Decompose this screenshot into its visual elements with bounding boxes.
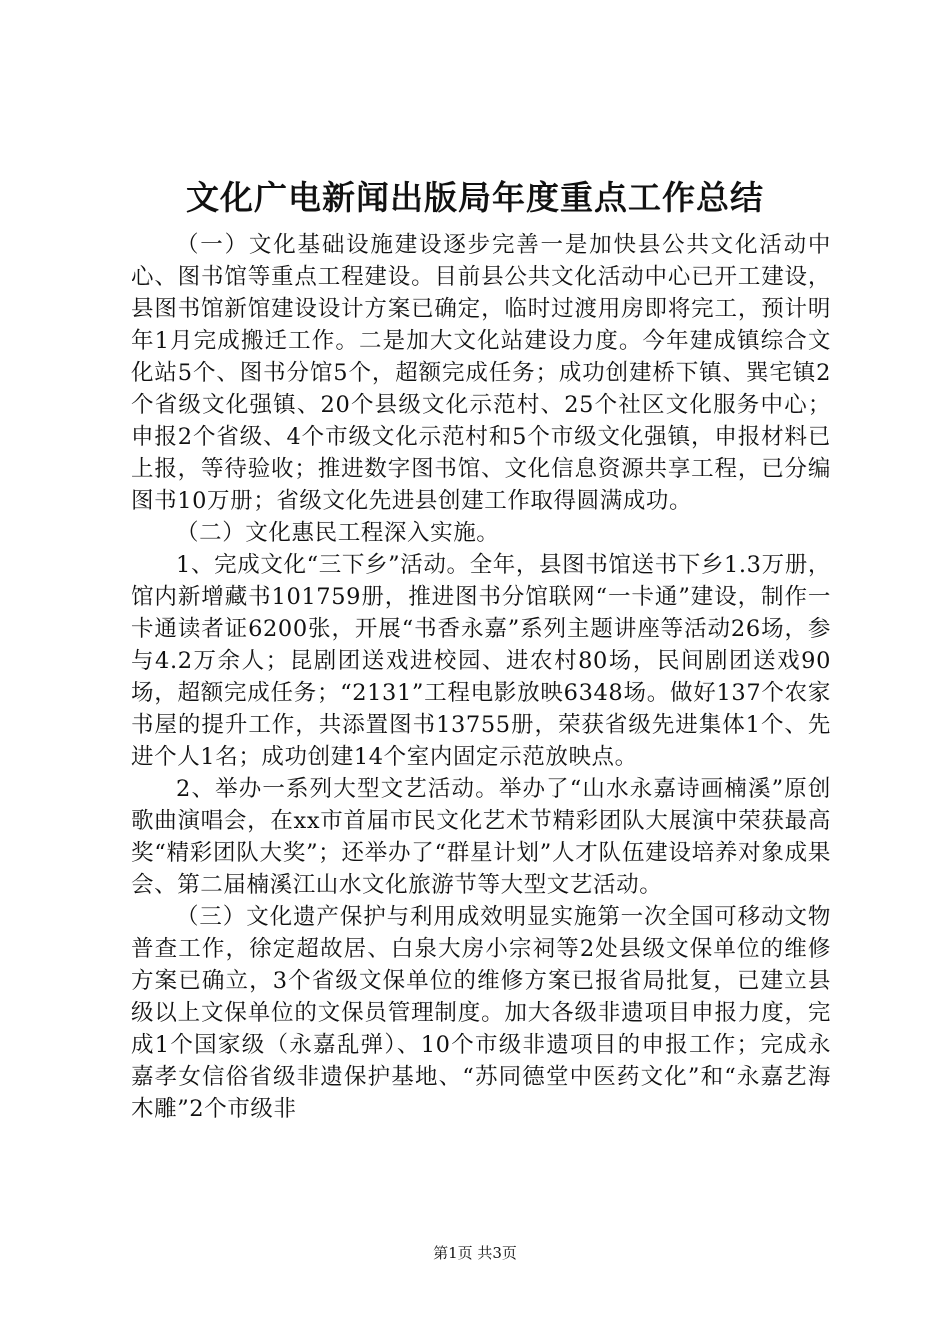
paragraph-infrastructure: （一）文化基础设施建设逐步完善一是加快县公共文化活动中心、图书馆等重点工程建设。目前县公共文化活动中心已开工建设，县图书馆新馆建设设计方案已确定，临时过渡用房即将完工，预计明年1月完成搬迁工作。二是加大文化站建设力度。今年建成镇综合文化站5个、图书分馆5个，超额完成任务；成功创建桥下镇、巽宅镇2个省级文化强镇、20个县级文化示范村、25个社区文化服务中心；申报2个省级、4个市级文化示范村和5个市级文化强镇，申报材料已上报，等待验收；推进数字图书馆、文化信息资源共享工程，已分编图书10万册；省级文化先进县创建工作取得圆满成功。 <box>131 232 831 514</box>
page-number-footer: 第1页 共3页 <box>433 1244 517 1262</box>
paragraph-heading-public-service: （二）文化惠民工程深入实施。 <box>176 520 500 546</box>
paragraph-heritage-protection: （三）文化遗产保护与利用成效明显实施第一次全国可移动文物普查工作，徐定超故居、白泉大房小宗祠等2处县级文保单位的维修方案已确立，3个省级文保单位的维修方案已报省局批复，已建立县级以上文保单位的文保员管理制度。加大各级非遗项目申报力度，完成1个国家级（永嘉乱弹）、10个市级非遗项目的申报工作；完成永嘉孝女信俗省级非遗保护基地、“苏同德堂中医药文化”和“永嘉艺海木雕”2个市级非 <box>131 904 831 1122</box>
document-title: 文化广电新闻出版局年度重点工作总结 <box>186 178 764 217</box>
paragraph-three-to-countryside: 1、完成文化“三下乡”活动。全年，县图书馆送书下乡1.3万册，馆内新增藏书101759册，推进图书分馆联网“一卡通”建设，制作一卡通读者证6200张，开展“书香永嘉”系列主题讲座等活动26场，参与4.2万余人；昆剧团送戏进校园、进农村80场，民间剧团送戏90场，超额完成任务；“2131”工程电影放映6348场。做好137个农家书屋的提升工作，共添置图书13755册，荣获省级先进集体1个、先进个人1名；成功创建14个室内固定示范放映点。 <box>131 552 831 770</box>
paragraph-art-activities: 2、举办一系列大型文艺活动。举办了“山水永嘉诗画楠溪”原创歌曲演唱会，在xx市首届市民文化艺术节精彩团队大展演中荣获最高奖“精彩团队大奖”；还举办了“群星计划”人才队伍建设培养对象成果会、第二届楠溪江山水文化旅游节等大型文艺活动。 <box>131 776 831 898</box>
document-body <box>131 229 831 1125</box>
